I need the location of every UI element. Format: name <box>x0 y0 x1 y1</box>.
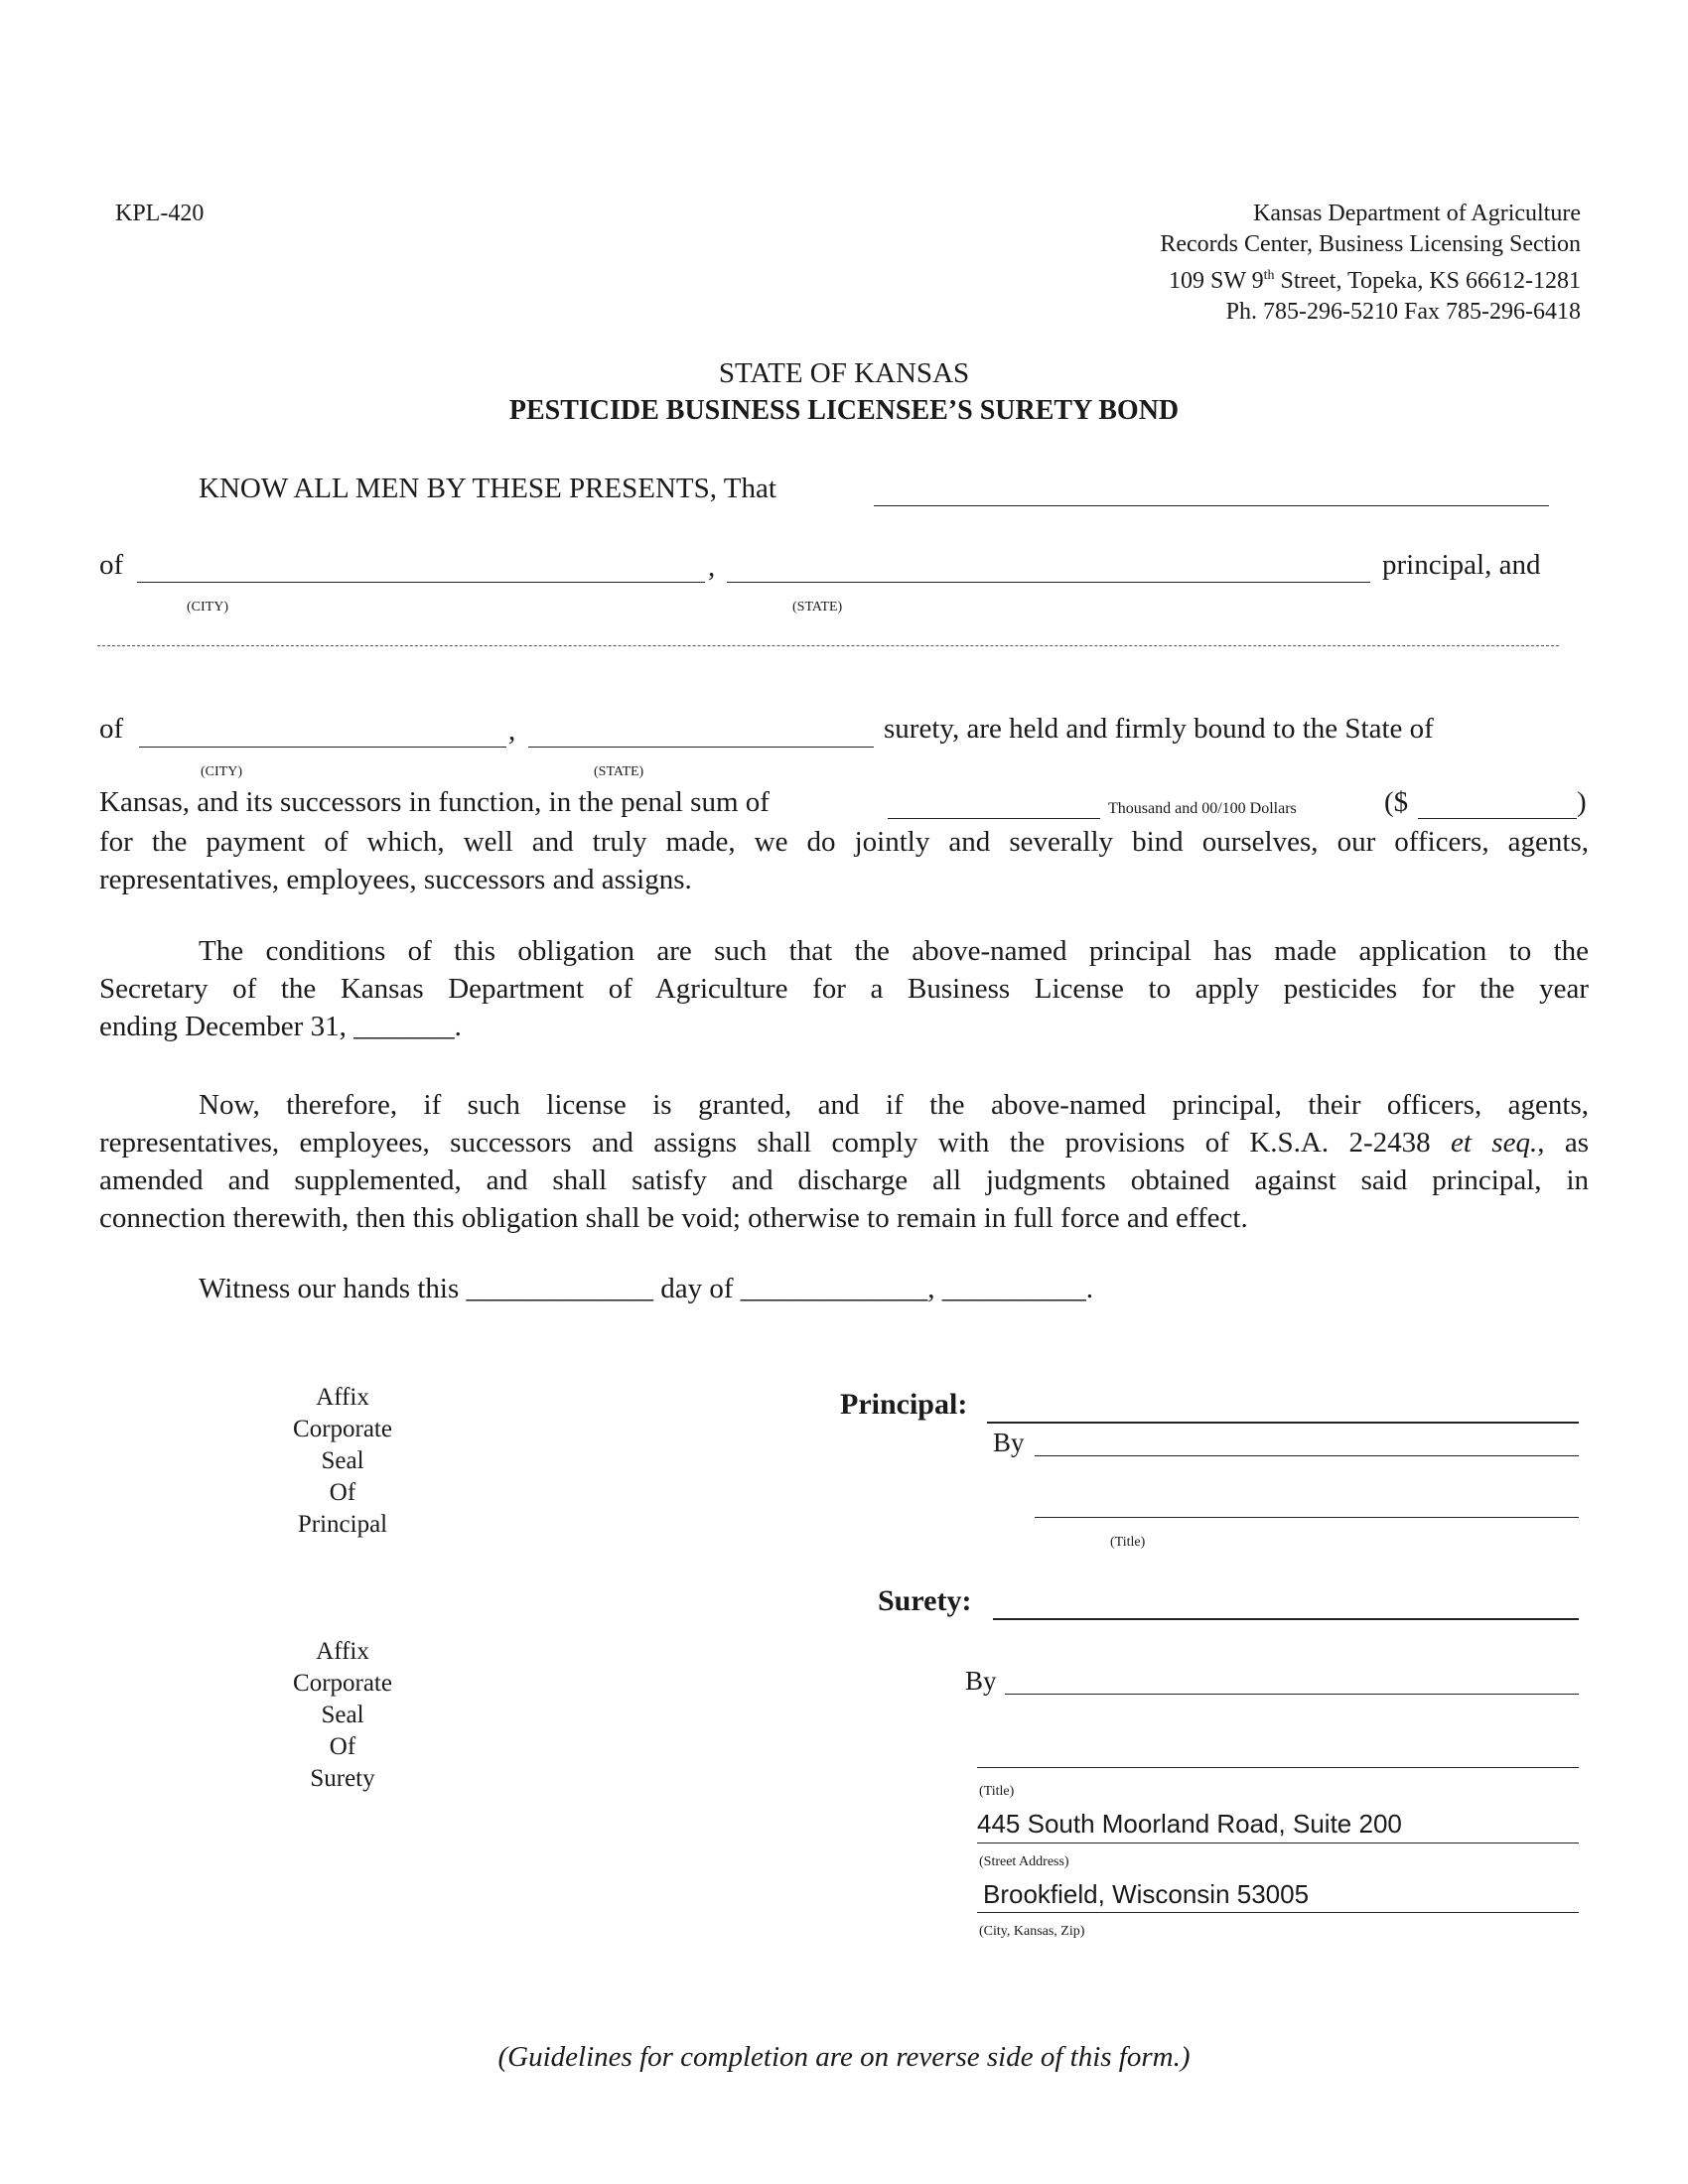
seal-principal-block: Affix Corporate Seal Of Principal <box>293 1384 392 1538</box>
now-therefore-line-1: Now, therefore, if such license is granted, and if the above-named principal, their officers, agents, <box>199 1089 1589 1121</box>
principal-title-caption: (Title) <box>1110 1535 1146 1550</box>
dollar-close: ) <box>1577 786 1587 818</box>
agency-name: Kansas Department of Agriculture <box>1253 201 1581 226</box>
surety-city-value[interactable]: Brookfield, Wisconsin 53005 <box>983 1879 1310 1909</box>
principal-label: Principal: <box>840 1388 968 1421</box>
form-number: KPL-420 <box>115 201 205 226</box>
principal-signature-field[interactable] <box>987 1422 1579 1424</box>
bond-terms-paragraph <box>99 823 1589 898</box>
now-therefore-line-4: connection therewith, then this obligation shall be void; otherwise to remain in full force and effect. <box>99 1202 1248 1234</box>
city-caption-2: (CITY) <box>201 764 242 779</box>
penal-sum-text: Kansas, and its successors in function, in the penal sum of <box>99 786 770 818</box>
comma-2: , <box>508 715 516 747</box>
now-therefore-paragraph <box>99 1086 1589 1237</box>
penal-thousands-field[interactable] <box>888 818 1100 819</box>
bond-terms-end: representatives, employees, successors and assigns. <box>99 864 692 895</box>
state-title: STATE OF KANSAS <box>718 357 970 389</box>
principal-by-field[interactable] <box>1035 1455 1579 1456</box>
of-label-1: of <box>99 549 124 581</box>
agency-address-block <box>1160 199 1581 328</box>
conditions-line-2: Secretary of the Kansas Department of Agriculture for a Business License to apply pesticides for the year <box>99 973 1589 1005</box>
surety-name-field[interactable] <box>97 645 1559 646</box>
surety-by-field[interactable] <box>1005 1694 1579 1695</box>
principal-title-field[interactable] <box>1035 1517 1579 1518</box>
dollar-open: ($ <box>1384 786 1409 818</box>
witness-line: Witness our hands this _____________ day of _____________, __________. <box>199 1273 1094 1304</box>
footer-guidelines: (Guidelines for completion are on reverse side of this form.) <box>497 2041 1191 2073</box>
conditions-line-3: ending December 31, _______. <box>99 1011 462 1042</box>
principal-by-label: By <box>993 1428 1025 1457</box>
surety-held-text: surety, are held and firmly bound to the State of <box>884 713 1434 745</box>
surety-city-field <box>977 1912 1579 1913</box>
seal-surety-block: Affix Corporate Seal Of Surety <box>293 1638 392 1792</box>
agency-phone: Ph. 785-296-5210 Fax 785-296-6418 <box>1225 299 1581 325</box>
form-title: PESTICIDE BUSINESS LICENSEE’S SURETY BOND <box>508 395 1180 426</box>
surety-by-label: By <box>965 1666 997 1696</box>
of-label-2: of <box>99 713 124 745</box>
principal-and-text: principal, and <box>1382 549 1541 581</box>
city-caption-1: (CITY) <box>187 600 228 614</box>
principal-name-field[interactable] <box>874 505 1549 506</box>
city-kansas-zip-caption: (City, Kansas, Zip) <box>979 1924 1085 1939</box>
penal-dollar-field[interactable] <box>1418 818 1577 819</box>
agency-street: 109 SW 9th Street, Topeka, KS 66612-1281 <box>1169 268 1581 294</box>
comma-1: , <box>708 551 716 583</box>
state-caption-1: (STATE) <box>792 600 843 614</box>
surety-signature-field[interactable] <box>993 1618 1579 1620</box>
surety-state-field[interactable] <box>528 747 874 748</box>
principal-city-field[interactable] <box>137 582 705 583</box>
witness-month-field[interactable]: _____________ <box>740 1273 928 1304</box>
surety-city-field[interactable] <box>139 747 506 748</box>
bond-terms-line: for the payment of which, well and truly made, we do jointly and severally bind ourselves, our officers, agents, <box>99 826 1589 858</box>
know-all-text: KNOW ALL MEN BY THESE PRESENTS, That <box>199 473 776 504</box>
surety-title-caption: (Title) <box>979 1784 1015 1799</box>
surety-street-value[interactable]: 445 South Moorland Road, Suite 200 <box>977 1809 1402 1839</box>
now-therefore-line-3: amended and supplemented, and shall satisfy and discharge all judgments obtained against said principal, in <box>99 1164 1589 1196</box>
street-address-caption: (Street Address) <box>979 1854 1069 1869</box>
state-caption-2: (STATE) <box>594 764 644 779</box>
surety-label: Surety: <box>878 1584 972 1617</box>
conditions-paragraph <box>99 932 1589 1045</box>
witness-day-field[interactable]: _____________ <box>466 1273 653 1304</box>
witness-year-field[interactable]: __________ <box>941 1273 1086 1304</box>
surety-title-field[interactable] <box>977 1767 1579 1768</box>
conditions-line-1: The conditions of this obligation are such that the above-named principal has made application to the <box>199 935 1589 967</box>
now-therefore-line-2: representatives, employees, successors and assigns shall comply with the provisions of K.S.A. 2-2438 et seq., as <box>99 1127 1589 1159</box>
agency-section: Records Center, Business Licensing Section <box>1160 231 1581 257</box>
principal-state-field[interactable] <box>727 582 1370 583</box>
thousand-label: Thousand and 00/100 Dollars <box>1108 800 1297 817</box>
